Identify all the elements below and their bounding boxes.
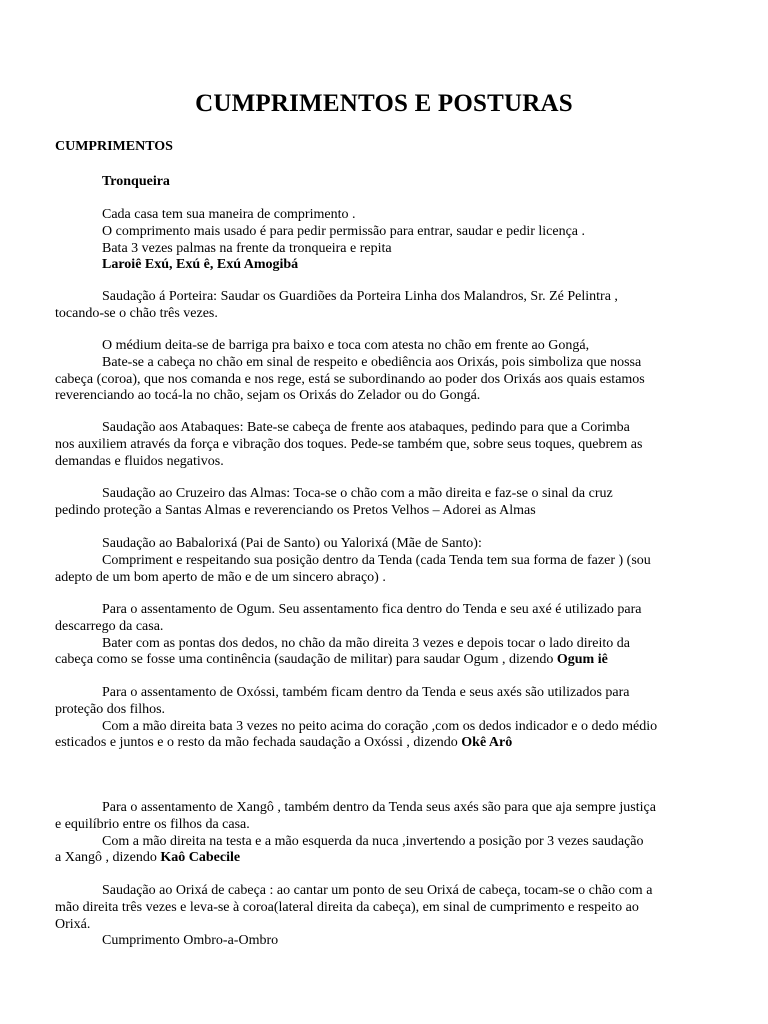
text-line: Saudação á Porteira: Saudar os Guardiões da Porteira Linha dos Malandros, Sr. Zé Pelintra , — [102, 289, 618, 304]
text-line: Bate-se a cabeça no chão em sinal de respeito e obediência aos Orixás, pois simboliza que nossa — [102, 354, 642, 370]
text-line: Para o assentamento de Ogum. Seu assentamento fica dentro do Tenda e seu axé é utilizado para — [102, 602, 642, 617]
text-line: descarrego da casa. — [55, 618, 164, 634]
text-line — [55, 850, 715, 867]
section-heading: CUMPRIMENTOS — [55, 139, 173, 154]
text-line: Compriment e respeitando sua posição dentro da Tenda (cada Tenda tem sua forma de fazer ) (sou — [102, 552, 651, 568]
text-line: Bater com as pontas dos dedos, no chão da mão direita 3 vezes e depois tocar o lado direito da — [102, 635, 630, 651]
text-line — [55, 735, 715, 752]
text-line: Com a mão direita bata 3 vezes no peito acima do coração ,com os dedos indicador e o dedo médio — [102, 718, 658, 734]
paragraph-babalorixa — [55, 536, 715, 586]
text-line: O médium deita-se de barriga pra baixo e toca com atesta no chão em frente ao Gongá, — [102, 338, 590, 353]
paragraph-cruzeiro — [55, 486, 715, 520]
paragraph-ogum — [55, 602, 715, 669]
salutation-xango: Kaô Cabecile — [160, 850, 241, 866]
text-line: Para o assentamento de Xangô , também dentro da Tenda seus axés são para que aja sempre justiça — [102, 800, 656, 815]
text-line: Orixá. — [55, 916, 91, 932]
salutation-ogum: Ogum iê — [556, 652, 608, 668]
text-line: e equilíbrio entre os filhos da casa. — [55, 816, 250, 832]
paragraph-medium — [55, 338, 715, 405]
paragraph-porteira — [55, 289, 715, 323]
paragraph-xango — [55, 800, 715, 867]
text-line: cabeça (coroa), que nos comanda e nos rege, está se subordinando ao poder dos Orixás aos quais estamos — [55, 371, 645, 387]
text-line: reverenciando ao tocá-la no chão, sejam os Orixás do Zelador ou do Gongá. — [55, 388, 481, 404]
text-line: Cumprimento Ombro-a-Ombro — [102, 933, 279, 949]
text-line: pedindo proteção a Santas Almas e reverenciando os Pretos Velhos – Adorei as Almas — [55, 502, 536, 518]
text-line: nos auxiliem através da força e vibração dos toques. Pede-se também que, sobre seus toques, quebrem as — [55, 436, 643, 452]
text-line: Cada casa tem sua maneira de comprimento . — [102, 207, 356, 222]
text-line: Com a mão direita na testa e a mão esquerda da nuca ,invertendo a posição por 3 vezes saudação — [102, 833, 644, 849]
text-line: Saudação aos Atabaques: Bate-se cabeça de frente aos atabaques, pedindo para que a Corimba — [102, 420, 630, 435]
text-line: Bata 3 vezes palmas na frente da tronqueira e repita — [102, 240, 392, 256]
text-line: tocando-se o chão três vezes. — [55, 305, 218, 321]
text-segment: cabeça como se fosse uma continência (saudação de militar) para saudar Ogum , dizendo — [55, 652, 557, 668]
text-line: Saudação ao Orixá de cabeça : ao cantar um ponto de seu Orixá de cabeça, tocam-se o chão com a — [102, 883, 653, 898]
text-line: mão direita três vezes e leva-se à coroa(lateral direita da cabeça), em sinal de cumprimento e respeito ao — [55, 899, 639, 915]
salutation-exu: Laroiê Exú, Exú ê, Exú Amogibá — [102, 257, 299, 273]
text-line: demandas e fluidos negativos. — [55, 453, 224, 469]
text-line: Saudação ao Babalorixá (Pai de Santo) ou Yalorixá (Mãe de Santo): — [102, 536, 482, 551]
page-title: CUMPRIMENTOS E POSTURAS — [195, 90, 573, 117]
subsection-heading: Tronqueira — [102, 174, 170, 189]
text-line: Para o assentamento de Oxóssi, também ficam dentro da Tenda e seus axés são utilizados para — [102, 685, 630, 700]
paragraph-orixa-cabeca — [55, 883, 715, 950]
text-line: O comprimento mais usado é para pedir permissão para entrar, saudar e pedir licença . — [102, 223, 586, 239]
paragraph-oxossi — [55, 685, 715, 752]
text-segment: a Xangô , dizendo — [55, 850, 161, 866]
text-segment: esticados e juntos e o resto da mão fechada saudação a Oxóssi , dizendo — [55, 735, 462, 751]
text-line: proteção dos filhos. — [55, 701, 166, 717]
paragraph-tronqueira — [55, 207, 715, 274]
paragraph-atabaques — [55, 420, 715, 470]
text-line: Saudação ao Cruzeiro das Almas: Toca-se o chão com a mão direita e faz-se o sinal da cruz — [102, 486, 613, 501]
salutation-oxossi: Okê Arô — [461, 735, 513, 751]
text-line: adepto de um bom aperto de mão e de um sincero abraço) . — [55, 569, 386, 585]
text-line — [55, 652, 715, 669]
